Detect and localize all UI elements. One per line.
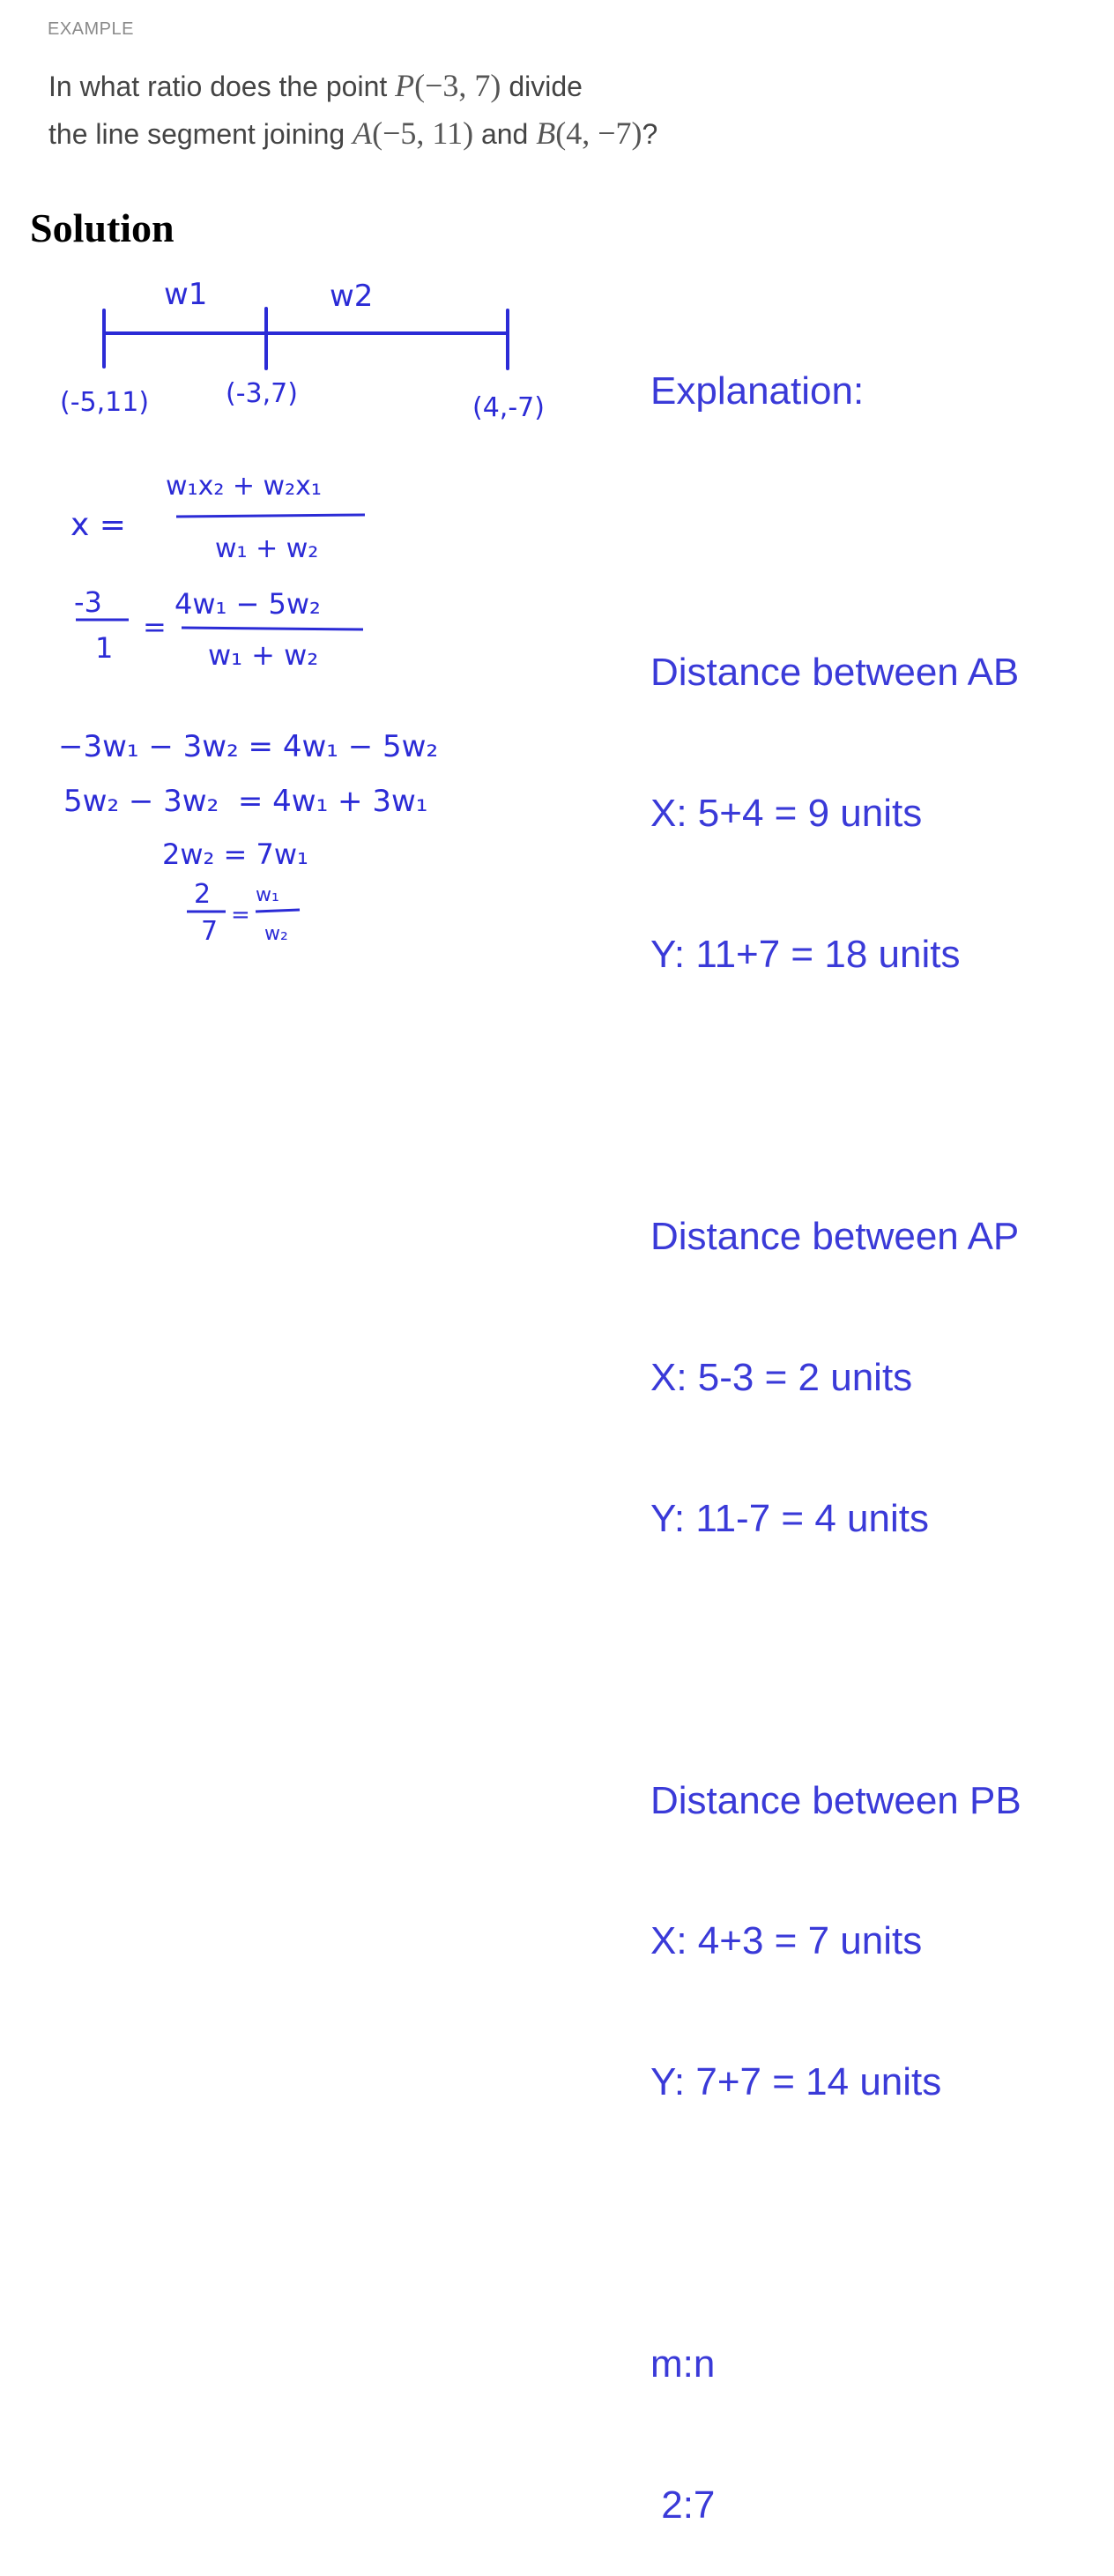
point-b-coords: (4, −7) xyxy=(555,115,642,151)
formula-lhs: x = xyxy=(71,507,126,543)
point-b-name: B xyxy=(536,115,556,151)
ap-heading: Distance between AP xyxy=(650,1214,1020,1258)
formula-denominator: w₁ + w₂ xyxy=(215,533,319,564)
final-left-denominator: 7 xyxy=(201,916,219,947)
question-text: divide xyxy=(501,71,583,102)
sub-lhs-denominator: 1 xyxy=(95,631,114,665)
point-p-label: (-3,7) xyxy=(226,378,298,409)
step-3: 2w₂ = 7w₁ xyxy=(162,838,308,871)
sub-lhs-numerator: -3 xyxy=(74,585,102,619)
ratio-value: 2:7 xyxy=(650,2483,716,2527)
final-equals: = xyxy=(231,902,250,928)
pb-x: X: 4+3 = 7 units xyxy=(650,1919,923,1963)
handwritten-solution xyxy=(0,256,617,979)
explanation-panel xyxy=(650,273,1021,2576)
ap-x: X: 5-3 = 2 units xyxy=(650,1355,913,1399)
sub-equals: = xyxy=(143,610,167,644)
question-line-1 xyxy=(48,67,583,104)
blank-line xyxy=(650,2200,1021,2246)
question-text: ? xyxy=(642,118,658,150)
solution-heading: Solution xyxy=(30,205,175,250)
explanation-title: Explanation: xyxy=(650,369,865,413)
ap-y: Y: 11-7 = 4 units xyxy=(650,1496,929,1540)
point-a-name: A xyxy=(353,115,373,151)
ab-y: Y: 11+7 = 18 units xyxy=(650,933,961,977)
question-text: the line segment joining xyxy=(48,118,353,150)
sub-denominator: w₁ + w₂ xyxy=(208,638,319,672)
final-left-numerator: 2 xyxy=(194,879,212,910)
point-p-name: P xyxy=(395,68,415,103)
point-a-coords: (−5, 11) xyxy=(372,115,474,151)
sub-fraction-bar xyxy=(182,628,363,629)
pb-y: Y: 7+7 = 14 units xyxy=(650,2060,942,2104)
formula-numerator: w₁x₂ + w₂x₁ xyxy=(166,471,322,502)
ab-heading: Distance between AB xyxy=(650,651,1020,695)
step-2: 5w₂ − 3w₂ = 4w₁ + 3w₁ xyxy=(63,784,428,819)
blank-line xyxy=(650,508,1021,555)
ab-x: X: 5+4 = 9 units xyxy=(650,792,923,836)
step-1: −3w₁ − 3w₂ = 4w₁ − 5w₂ xyxy=(58,729,439,764)
final-right-denominator: w₂ xyxy=(264,923,288,945)
label-w1: w1 xyxy=(164,277,208,312)
question-text: and xyxy=(473,118,537,150)
point-b-label: (4,-7) xyxy=(472,392,545,423)
point-a-label: (-5,11) xyxy=(60,387,150,418)
sub-numerator: 4w₁ − 5w₂ xyxy=(175,587,321,621)
pb-heading: Distance between PB xyxy=(650,1778,1021,1822)
question-line-2 xyxy=(48,115,657,152)
question-text: In what ratio does the point xyxy=(48,71,396,102)
example-label: EXAMPLE xyxy=(48,19,134,39)
final-right-numerator: w₁ xyxy=(256,884,279,906)
ratio-label: m:n xyxy=(650,2342,716,2386)
point-p-coords: (−3, 7) xyxy=(414,68,501,103)
final-right-bar xyxy=(256,910,300,912)
formula-fraction-bar xyxy=(176,515,365,517)
label-w2: w2 xyxy=(330,279,374,314)
blank-line xyxy=(650,1636,1021,1683)
blank-line xyxy=(650,1072,1021,1119)
